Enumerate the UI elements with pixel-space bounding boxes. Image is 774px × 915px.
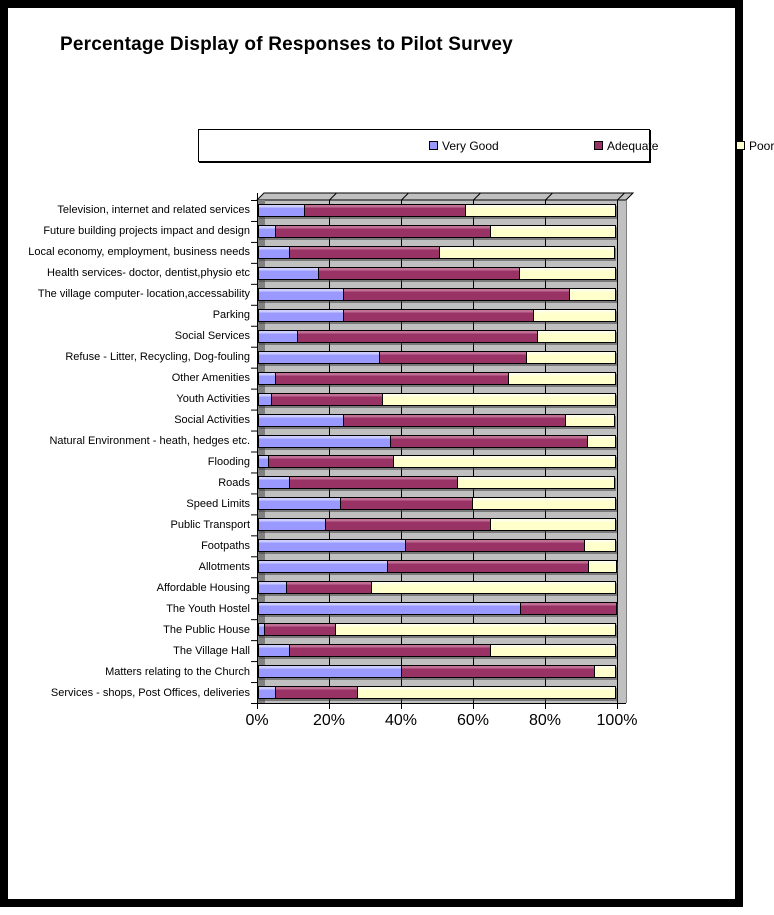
bar-segment-very-good <box>258 518 326 531</box>
bar-segment-poor <box>371 581 616 594</box>
bar-segment-very-good <box>258 581 287 594</box>
bar-segment-very-good <box>258 246 290 259</box>
category-label: Flooding <box>207 455 250 468</box>
category-label: Allotments <box>198 560 250 573</box>
category-label: The Public House <box>163 623 250 636</box>
bar-segment-adequate <box>275 686 358 699</box>
bar-segment-very-good <box>258 288 344 301</box>
bar-segment-very-good <box>258 644 290 657</box>
x-axis-label: 80% <box>528 712 562 729</box>
plot-ceiling-3d <box>257 193 633 200</box>
bar-segment-poor <box>526 351 616 364</box>
bar-segment-very-good <box>258 497 341 510</box>
bar-row <box>258 623 616 636</box>
bar-segment-poor <box>490 518 616 531</box>
bar-segment-adequate <box>343 414 566 427</box>
bar-segment-adequate <box>379 351 527 364</box>
category-label: Speed Limits <box>186 497 250 510</box>
bar-segment-very-good <box>258 560 388 573</box>
bar-segment-poor <box>490 225 616 238</box>
bar-row <box>258 686 616 699</box>
bar-segment-very-good <box>258 414 344 427</box>
bar-row <box>258 518 616 531</box>
bar-segment-adequate <box>318 267 520 280</box>
bar-row <box>258 602 617 615</box>
category-label: Social Activities <box>174 414 250 427</box>
category-label: Services - shops, Post Offices, deliveries <box>50 686 250 699</box>
category-label: Youth Activities <box>176 393 250 406</box>
x-axis-label: 40% <box>384 712 418 729</box>
category-label: Natural Environment - heath, hedges etc. <box>49 435 250 447</box>
bar-segment-poor <box>519 267 616 280</box>
bar-segment-very-good <box>258 372 276 385</box>
bar-row <box>258 393 616 406</box>
bar-segment-poor <box>382 393 616 406</box>
bar-segment-adequate <box>275 225 491 238</box>
bar-segment-adequate <box>289 644 491 657</box>
bar-segment-adequate <box>264 623 336 636</box>
bar-segment-poor <box>490 644 616 657</box>
bar-segment-very-good <box>258 686 276 699</box>
bar-segment-poor <box>508 372 616 385</box>
category-label: Footpaths <box>201 539 250 552</box>
category-label: Parking <box>212 309 250 322</box>
bar-segment-poor <box>465 204 616 217</box>
bar-segment-very-good <box>258 665 402 678</box>
category-label: Public Transport <box>170 518 250 531</box>
bar-row <box>258 497 616 510</box>
bar-segment-poor <box>335 623 616 636</box>
legend-label-poor: Poor <box>749 138 774 153</box>
bar-row <box>258 644 616 657</box>
bar-segment-adequate <box>340 497 473 510</box>
bar-row <box>258 288 616 301</box>
bar-segment-poor <box>565 414 615 427</box>
bar-segment-adequate <box>387 560 589 573</box>
bar-segment-adequate <box>325 518 491 531</box>
bar-row <box>258 372 616 385</box>
bar-segment-adequate <box>343 309 534 322</box>
bar-segment-adequate <box>401 665 595 678</box>
bar-segment-poor <box>569 288 616 301</box>
bar-segment-adequate <box>286 581 372 594</box>
bar-segment-poor <box>357 686 616 699</box>
bar-segment-very-good <box>258 435 391 448</box>
x-axis-label: 20% <box>312 712 346 729</box>
bar-row <box>258 665 616 678</box>
category-label: The Village Hall <box>173 644 250 657</box>
chart-title: Percentage Display of Responses to Pilot Survey <box>60 34 513 55</box>
bar-segment-poor <box>588 560 617 573</box>
legend-label-very-good: Very Good <box>442 138 499 153</box>
category-label: Roads <box>218 476 250 489</box>
bar-segment-very-good <box>258 602 521 615</box>
bar-segment-very-good <box>258 225 276 238</box>
bar-segment-poor <box>439 246 615 259</box>
category-label: Matters relating to the Church <box>105 665 250 678</box>
legend-label-adequate: Adequate <box>607 138 659 153</box>
bar-segment-adequate <box>343 288 570 301</box>
category-label: Local economy, employment, business needs <box>28 246 250 259</box>
bar-row <box>258 539 616 552</box>
bar-segment-very-good <box>258 204 305 217</box>
x-axis-label: 0% <box>245 712 269 729</box>
bar-segment-adequate <box>297 330 538 343</box>
bar-row <box>258 581 616 594</box>
bar-row <box>258 476 615 489</box>
bar-segment-adequate <box>289 246 440 259</box>
bar-segment-poor <box>537 330 616 343</box>
bar-segment-very-good <box>258 539 406 552</box>
bar-segment-very-good <box>258 330 298 343</box>
bar-segment-adequate <box>520 602 617 615</box>
bar-segment-poor <box>533 309 616 322</box>
category-label: Health services- doctor, dentist,physio etc <box>47 267 250 280</box>
category-label: Affordable Housing <box>156 581 250 594</box>
bar-row <box>258 560 617 573</box>
category-label: Other Amenities <box>171 372 250 385</box>
bar-segment-poor <box>472 497 616 510</box>
bar-row <box>258 309 616 322</box>
bar-row <box>258 267 616 280</box>
category-label: Social Services <box>174 330 250 343</box>
category-label: Television, internet and related services <box>57 204 250 217</box>
category-label: The Youth Hostel <box>166 602 250 615</box>
bar-segment-poor <box>393 455 616 468</box>
category-label: The village computer- location,accessability <box>37 288 250 301</box>
bar-segment-poor <box>457 476 615 489</box>
bar-segment-adequate <box>268 455 394 468</box>
bar-segment-adequate <box>289 476 458 489</box>
bar-segment-adequate <box>275 372 509 385</box>
bar-segment-very-good <box>258 351 380 364</box>
bar-segment-poor <box>584 539 616 552</box>
bar-row <box>258 225 616 238</box>
bar-row <box>258 414 615 427</box>
bar-segment-very-good <box>258 267 319 280</box>
bar-row <box>258 204 616 217</box>
bar-segment-very-good <box>258 309 344 322</box>
bar-row <box>258 435 616 448</box>
x-axis-label: 60% <box>456 712 490 729</box>
bar-row <box>258 455 616 468</box>
x-axis-label: 100% <box>596 712 638 729</box>
bar-segment-adequate <box>304 204 466 217</box>
bar-segment-poor <box>594 665 616 678</box>
bar-segment-very-good <box>258 393 272 406</box>
bar-segment-very-good <box>258 476 290 489</box>
bar-row <box>258 351 616 364</box>
category-label: Refuse - Litter, Recycling, Dog-fouling <box>65 351 250 364</box>
bar-segment-adequate <box>271 393 383 406</box>
bar-segment-adequate <box>390 435 588 448</box>
bar-segment-poor <box>587 435 616 448</box>
bar-segment-adequate <box>405 539 585 552</box>
bar-row <box>258 330 616 343</box>
category-label: Future building projects impact and design <box>43 225 250 238</box>
bar-row <box>258 246 615 259</box>
